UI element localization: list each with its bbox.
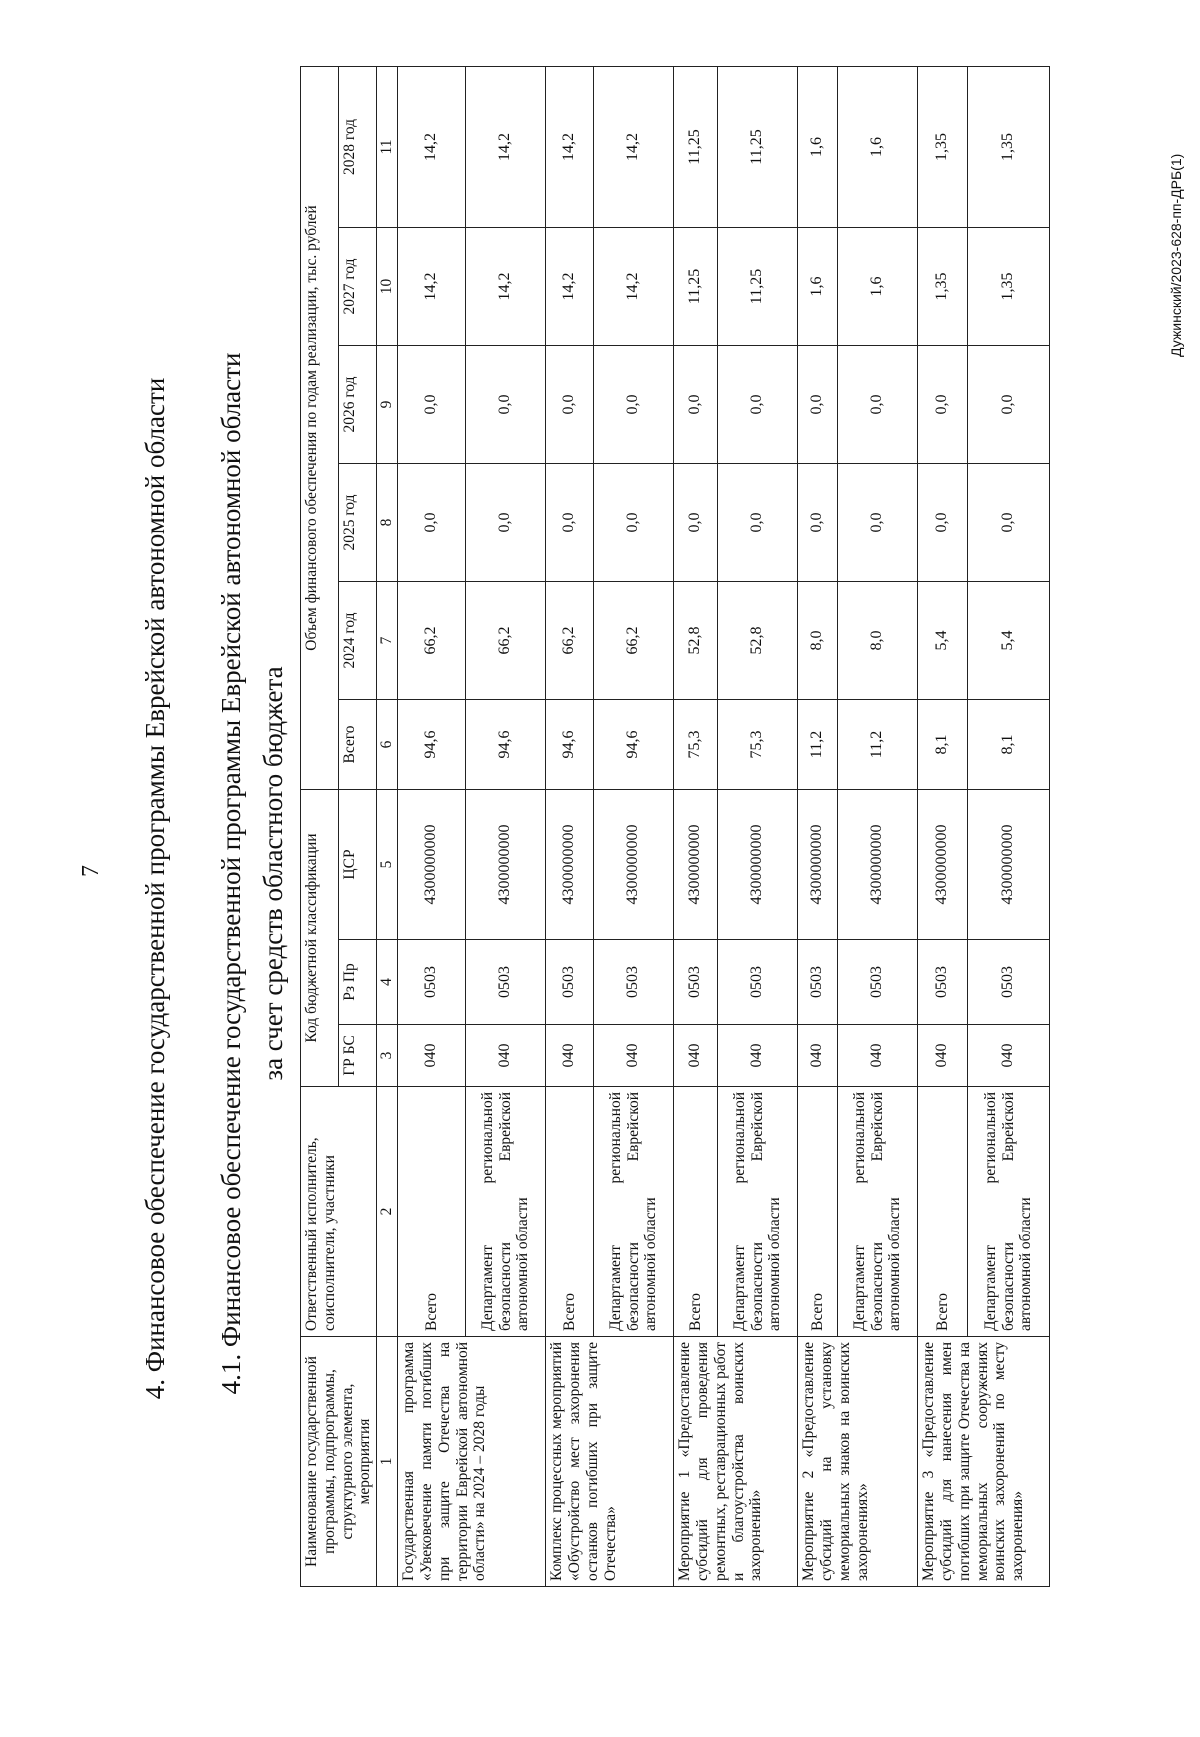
cell-y2026: 0,0 xyxy=(798,346,838,464)
header-rzpr: Рз Пр xyxy=(339,940,377,1025)
cell-y2025: 0,0 xyxy=(398,464,466,582)
cell-y2026: 0,0 xyxy=(466,346,546,464)
cell-csr: 4300000000 xyxy=(918,790,968,940)
financing-table xyxy=(300,66,1050,1587)
cell-y2028: 1,35 xyxy=(968,67,1050,228)
row-executor: Всего xyxy=(546,1087,594,1337)
cell-y2027: 11,25 xyxy=(674,228,718,346)
row-executor: Всего xyxy=(918,1087,968,1337)
cell-y2026: 0,0 xyxy=(918,346,968,464)
cell-total: 75,3 xyxy=(718,700,798,790)
cell-y2027: 1,35 xyxy=(918,228,968,346)
column-number: 9 xyxy=(377,346,398,464)
cell-y2027: 11,25 xyxy=(718,228,798,346)
cell-y2028: 14,2 xyxy=(466,67,546,228)
header-2025: 2025 год xyxy=(339,464,377,582)
header-csr: ЦСР xyxy=(339,790,377,940)
cell-csr: 4300000000 xyxy=(594,790,674,940)
cell-y2025: 0,0 xyxy=(718,464,798,582)
cell-rzpr: 0503 xyxy=(968,940,1050,1025)
cell-rzpr: 0503 xyxy=(838,940,918,1025)
cell-y2024: 66,2 xyxy=(398,582,466,700)
cell-y2024: 8,0 xyxy=(838,582,918,700)
cell-grbs: 040 xyxy=(838,1025,918,1087)
table-row-total xyxy=(918,67,968,1587)
cell-total: 11,2 xyxy=(798,700,838,790)
cell-total: 8,1 xyxy=(968,700,1050,790)
cell-y2027: 14,2 xyxy=(594,228,674,346)
column-number: 1 xyxy=(377,1337,398,1587)
cell-rzpr: 0503 xyxy=(674,940,718,1025)
cell-grbs: 040 xyxy=(968,1025,1050,1087)
column-number: 11 xyxy=(377,67,398,228)
table-body xyxy=(398,67,1050,1587)
cell-y2024: 66,2 xyxy=(594,582,674,700)
row-executor: Департамент региональной безопасности Еврейской автономной области xyxy=(968,1087,1050,1337)
header-grbs: ГР БС xyxy=(339,1025,377,1087)
cell-csr: 4300000000 xyxy=(718,790,798,940)
cell-y2024: 66,2 xyxy=(466,582,546,700)
cell-total: 94,6 xyxy=(546,700,594,790)
row-executor: Департамент региональной безопасности Еврейской автономной области xyxy=(838,1087,918,1337)
cell-y2025: 0,0 xyxy=(594,464,674,582)
column-number: 5 xyxy=(377,790,398,940)
column-number: 8 xyxy=(377,464,398,582)
cell-y2028: 1,35 xyxy=(918,67,968,228)
header-executor: Ответственный исполнитель, соисполнители, участники xyxy=(301,1087,377,1337)
column-number-row xyxy=(377,67,398,1587)
cell-total: 11,2 xyxy=(838,700,918,790)
cell-y2027: 1,35 xyxy=(968,228,1050,346)
cell-y2024: 5,4 xyxy=(968,582,1050,700)
cell-grbs: 040 xyxy=(398,1025,466,1087)
cell-y2024: 66,2 xyxy=(546,582,594,700)
header-2028: 2028 год xyxy=(339,67,377,228)
cell-y2025: 0,0 xyxy=(466,464,546,582)
cell-csr: 4300000000 xyxy=(674,790,718,940)
cell-y2025: 0,0 xyxy=(838,464,918,582)
cell-y2027: 1,6 xyxy=(838,228,918,346)
subsection-heading xyxy=(210,25,294,1722)
cell-y2026: 0,0 xyxy=(594,346,674,464)
cell-y2025: 0,0 xyxy=(798,464,838,582)
cell-csr: 4300000000 xyxy=(838,790,918,940)
row-executor: Департамент региональной безопасности Еврейской автономной области xyxy=(718,1087,798,1337)
page-number: 7 xyxy=(78,865,104,877)
document-code: Дужинский/2023-628-пп-ДРБ(1) xyxy=(1168,153,1184,357)
cell-csr: 4300000000 xyxy=(798,790,838,940)
cell-y2026: 0,0 xyxy=(838,346,918,464)
cell-grbs: 040 xyxy=(466,1025,546,1087)
cell-y2024: 5,4 xyxy=(918,582,968,700)
cell-y2027: 14,2 xyxy=(466,228,546,346)
cell-y2028: 14,2 xyxy=(546,67,594,228)
cell-csr: 4300000000 xyxy=(398,790,466,940)
row-executor: Всего xyxy=(798,1087,838,1337)
header-budget-code: Код бюджетной классификации xyxy=(301,790,339,1087)
cell-grbs: 040 xyxy=(918,1025,968,1087)
column-number: 2 xyxy=(377,1087,398,1337)
header-2026: 2026 год xyxy=(339,346,377,464)
cell-rzpr: 0503 xyxy=(798,940,838,1025)
cell-grbs: 040 xyxy=(674,1025,718,1087)
cell-rzpr: 0503 xyxy=(466,940,546,1025)
cell-rzpr: 0503 xyxy=(918,940,968,1025)
cell-y2027: 14,2 xyxy=(546,228,594,346)
cell-y2026: 0,0 xyxy=(398,346,466,464)
subsection-heading-line-1: 4.1. Финансовое обеспечение государственной программы Еврейской автономной области xyxy=(216,352,246,1395)
cell-y2028: 11,25 xyxy=(674,67,718,228)
row-name: Комплекс процессных мероприятий «Обустройство мест захоронения останков погибших при защите Отечества» xyxy=(546,1337,674,1587)
cell-total: 75,3 xyxy=(674,700,718,790)
section-heading: 4. Финансовое обеспечение государственной программы Еврейской автономной области xyxy=(140,377,170,1400)
header-volume: Объем финансового обеспечения по годам реализации, тыс. рублей xyxy=(301,67,339,790)
header-total: Всего xyxy=(339,700,377,790)
row-executor: Всего xyxy=(398,1087,466,1337)
cell-csr: 4300000000 xyxy=(546,790,594,940)
header-2027: 2027 год xyxy=(339,228,377,346)
cell-y2028: 14,2 xyxy=(594,67,674,228)
row-name: Мероприятие 3 «Предоставление субсидий для нанесения имен погибших при защите Отечества на мемориальных сооружениях воинских захоронений по месту захоронения» xyxy=(918,1337,1050,1587)
cell-y2025: 0,0 xyxy=(674,464,718,582)
subsection-heading-line-2: за счет средств областного бюджета xyxy=(258,666,288,1081)
column-number: 6 xyxy=(377,700,398,790)
cell-y2027: 1,6 xyxy=(798,228,838,346)
cell-rzpr: 0503 xyxy=(594,940,674,1025)
cell-grbs: 040 xyxy=(546,1025,594,1087)
row-executor: Департамент региональной безопасности Еврейской автономной области xyxy=(466,1087,546,1337)
cell-total: 94,6 xyxy=(594,700,674,790)
cell-y2025: 0,0 xyxy=(546,464,594,582)
cell-grbs: 040 xyxy=(798,1025,838,1087)
table-row-total xyxy=(798,67,838,1587)
column-number: 4 xyxy=(377,940,398,1025)
row-executor: Департамент региональной безопасности Еврейской автономной области xyxy=(594,1087,674,1337)
cell-y2026: 0,0 xyxy=(968,346,1050,464)
cell-y2026: 0,0 xyxy=(546,346,594,464)
cell-csr: 4300000000 xyxy=(466,790,546,940)
cell-csr: 4300000000 xyxy=(968,790,1050,940)
cell-y2025: 0,0 xyxy=(918,464,968,582)
cell-y2028: 11,25 xyxy=(718,67,798,228)
cell-total: 94,6 xyxy=(466,700,546,790)
cell-grbs: 040 xyxy=(718,1025,798,1087)
table-row-total xyxy=(546,67,594,1587)
table-row-total xyxy=(398,67,466,1587)
column-number: 3 xyxy=(377,1025,398,1087)
cell-total: 94,6 xyxy=(398,700,466,790)
cell-rzpr: 0503 xyxy=(546,940,594,1025)
row-name: Мероприятие 1 «Предоставление субсидий для проведения ремонтных, реставрационных работ и благоустройства воинских захоронений» xyxy=(674,1337,798,1587)
cell-y2024: 52,8 xyxy=(674,582,718,700)
cell-rzpr: 0503 xyxy=(718,940,798,1025)
cell-rzpr: 0503 xyxy=(398,940,466,1025)
row-name: Государственная программа «Увековечение памяти погибших при защите Отечества на территории Еврейской автономной области» на 2024 – 2028 годы xyxy=(398,1337,546,1587)
row-executor: Всего xyxy=(674,1087,718,1337)
header-name: Наименование государственной программы, подпрограммы, структурного элемента, мероприятия xyxy=(301,1337,377,1587)
table-row-total xyxy=(674,67,718,1587)
column-number: 7 xyxy=(377,582,398,700)
cell-y2028: 1,6 xyxy=(798,67,838,228)
cell-y2028: 14,2 xyxy=(398,67,466,228)
column-number: 10 xyxy=(377,228,398,346)
cell-grbs: 040 xyxy=(594,1025,674,1087)
cell-y2024: 52,8 xyxy=(718,582,798,700)
cell-y2027: 14,2 xyxy=(398,228,466,346)
header-2024: 2024 год xyxy=(339,582,377,700)
cell-y2024: 8,0 xyxy=(798,582,838,700)
cell-y2025: 0,0 xyxy=(968,464,1050,582)
cell-y2026: 0,0 xyxy=(674,346,718,464)
row-name: Мероприятие 2 «Предоставление субсидий на установку мемориальных знаков на воинских захоронениях» xyxy=(798,1337,918,1587)
cell-y2028: 1,6 xyxy=(838,67,918,228)
cell-total: 8,1 xyxy=(918,700,968,790)
cell-y2026: 0,0 xyxy=(718,346,798,464)
